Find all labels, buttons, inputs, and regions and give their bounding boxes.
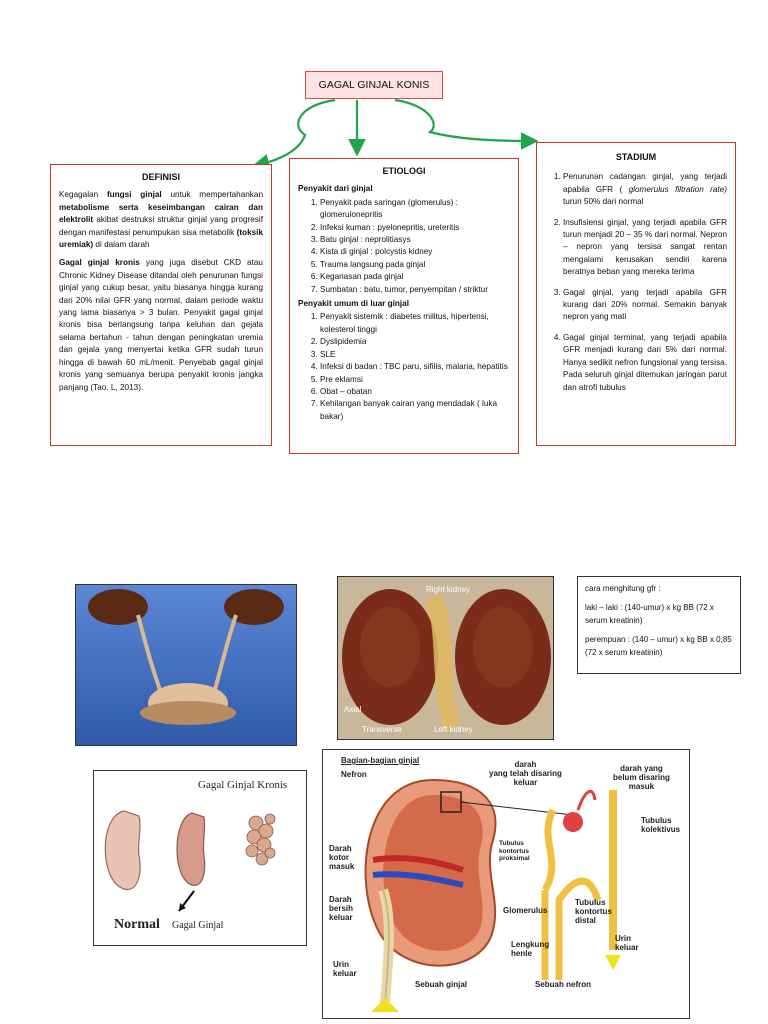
def-p1-run: fungsi ginjal xyxy=(106,190,162,200)
label-right-kidney: Right kidney xyxy=(426,585,471,594)
etiologi-heading: ETIOLOGI xyxy=(382,166,426,176)
etiologi-group-2-item: 6. Obat – obatan xyxy=(320,386,510,398)
anatomy-darah-kotor-label: Darah kotor masuk xyxy=(329,844,355,871)
gfr-formula-male: laki – laki : (140-umur) x kg BB (72 x serum kreatinin) xyxy=(585,603,714,625)
definisi-heading: DEFINISI xyxy=(141,172,180,182)
etiologi-group-2-list xyxy=(298,311,510,423)
etiologi-card xyxy=(289,158,519,454)
stadium-card xyxy=(536,142,736,446)
etiologi-group-2-item: 3. SLE xyxy=(320,349,510,361)
anatomy-sebuah-ginjal-label: Sebuah ginjal xyxy=(415,980,468,989)
definisi-card xyxy=(50,164,272,446)
anatomy-tubulus-proksimal-label: Tubulus kontortus proksimal xyxy=(499,840,530,862)
kidney-specimen-photo xyxy=(337,576,554,740)
stadium-item-3: 3. Gagal ginjal, yang terjadi apabila GFR kurang dari 20% normal. Semakin banyak nepron yang mati xyxy=(563,287,727,324)
urinary-system-photo xyxy=(75,584,297,746)
compare-gagal-label: Gagal Ginjal xyxy=(172,920,224,931)
map-title: GAGAL GINJAL KONIS xyxy=(318,79,430,91)
anatomy-urin-keluar-left-label: Urin keluar xyxy=(333,960,357,978)
etiologi-group-1-item: 6. Keganasan pada ginjal xyxy=(320,271,510,283)
def-p1-run: akibat destruksi struktur ginjal yang progresif dengan manifestasi penumpukan sisa metabolik xyxy=(59,215,263,237)
stadium-heading: STADIUM xyxy=(615,152,657,162)
def-p1-run: Kegagalan xyxy=(59,190,107,200)
anatomy-darah-disaring-label: darah yang telah disaring keluar xyxy=(489,760,562,787)
etiologi-group-1-item: 7. Sumbatan : batu, tumor, penyempitan / striktur xyxy=(320,284,510,296)
anatomy-urin-keluar-right-label: Urin keluar xyxy=(615,934,639,952)
anatomy-nefron-label: Nefron xyxy=(341,770,367,779)
etiologi-group-2-item: 5. Pre eklamsi xyxy=(320,374,510,386)
etiologi-group-1-item: 1. Penyakit pada saringan (glomerulus) : glomerulonepritis xyxy=(320,197,510,222)
etiologi-group-2-title: Penyakit umum di luar ginjal xyxy=(298,299,410,309)
gfr-formula-female: perempuan : (140 – umur) x kg BB x 0,85 (72 x serum kreatinin) xyxy=(585,635,732,657)
label-axial: Axial xyxy=(344,705,362,714)
gfr-formula-box xyxy=(577,576,741,674)
anatomy-darah-bersih-label: Darah bersih keluar xyxy=(329,895,354,922)
kidney-anatomy-diagram xyxy=(322,749,690,1019)
def-p2-run: Gagal ginjal kronis xyxy=(59,258,140,268)
kidney-specimen-illustration xyxy=(338,577,554,740)
label-transverse: Transverse xyxy=(362,725,402,734)
kidney-comparison-image xyxy=(93,770,307,946)
anatomy-sebuah-nefron-label: Sebuah nefron xyxy=(535,980,592,989)
definisi-paragraph-2 xyxy=(59,257,263,393)
etiologi-group-2-item: 2. Dyslipidemia xyxy=(320,336,510,348)
etiologi-group-1-item: 2. Infeksi kuman : pyelonepritis, ureteritis xyxy=(320,222,510,234)
etiologi-group-1-title: Penyakit dari ginjal xyxy=(298,184,373,194)
label-left-kidney: Left kidney xyxy=(434,725,473,734)
def-p1-run: di dalam darah xyxy=(93,240,150,250)
urinary-system-illustration xyxy=(76,585,297,746)
anatomy-bagian-label: Bagian-bagian ginjal xyxy=(341,756,420,765)
etiologi-group-2-item: 1. Penyakit sistemik : diabetes militus, hipertensi, kolesterol tinggi xyxy=(320,311,510,336)
gfr-formula-title: cara menghitung gfr : xyxy=(585,584,661,593)
stadium-item-2: 2. Insufisiensi ginjal, yang terjadi apabila GFR turun menjadi 20 – 35 % dari normal. Nepron – nepron yang tersisa sangat rentan mengalami kerusakan sendiri karena beratnya beban yang mereka terima xyxy=(563,217,727,279)
etiologi-group-2-item: 4. Infeksi di badan : TBC paru, sifilis, malaria, hepatitis xyxy=(320,361,510,373)
stadium-item-4: 4. Gagal ginjal terminal, yang terjadi apabila GFR menjadi kurang dari 5% dari normal. Hanya sedikit nefron fungsional yang tersisa. Pada seluruh ginjal ditemukan jaringan parut dan atrofi tubulus xyxy=(563,332,727,394)
anatomy-tubulus-kolektivus-label: Tubulus kolektivus xyxy=(641,816,681,834)
definisi-paragraph-1 xyxy=(59,189,263,251)
compare-title: Gagal Ginjal Kronis xyxy=(198,779,288,791)
anatomy-tubulus-distal-label: Tubulus kontortus distal xyxy=(575,898,612,925)
anatomy-lengkung-henle-label: Lengkung henle xyxy=(511,940,550,958)
arrow-to-definisi xyxy=(258,100,335,165)
etiologi-group-1-item: 5. Trauma langsung pada ginjal xyxy=(320,259,510,271)
anatomy-darah-belum-label: darah yang belum disaring masuk xyxy=(613,764,670,791)
def-p1-run: metabolisme serta keseimbangan cairan dan elektrolit xyxy=(59,202,263,225)
anatomy-glomerulus-label: Glomerulus xyxy=(503,906,548,915)
def-p1-run: (toksik uremiak) xyxy=(59,227,263,250)
arrow-to-stadium xyxy=(395,100,532,141)
etiologi-group-1-item: 4. Kista di ginjal : polcystis kidney xyxy=(320,246,510,258)
compare-normal-label: Normal xyxy=(114,917,160,932)
def-p1-run: untuk mempertahankan xyxy=(161,190,264,200)
etiologi-group-2-item: 7. Kehilangan banyak cairan yang mendadak ( luka bakar) xyxy=(320,398,510,423)
etiologi-group-1-list xyxy=(298,197,510,296)
etiologi-group-1-item: 3. Batu ginjal : neprolitiasys xyxy=(320,234,510,246)
stadium-item-1: 1. Penurunan cadangan ginjal, yang terjadi apabila GFR ( glomerulus filtration rate) turun 50% dari normal xyxy=(563,171,727,208)
def-p2-run: yang juga disebut CKD atau Chronic Kidney Disease ditandai oleh penurunan fungsi ginjal yang cukup besar, yaitu biasanya hingga kurang dari 20% nilai GFR yang normal, dalam periode waktu yang lama biasanya > 3 bulan. Penyakit gagal ginjal kronis bisa berlangsung tanpa keluhan dan gejala selama bertahun - tahun dengan peningkatan uremia dan gejala yang menyertai ketika GFR sudah turun hingga di bawah 60 mL/menit. Penyebab gagal ginjal kronis yang semuanya berupa penyakit kronis jangka panjang (Tao. L, 2013). xyxy=(59,258,263,392)
